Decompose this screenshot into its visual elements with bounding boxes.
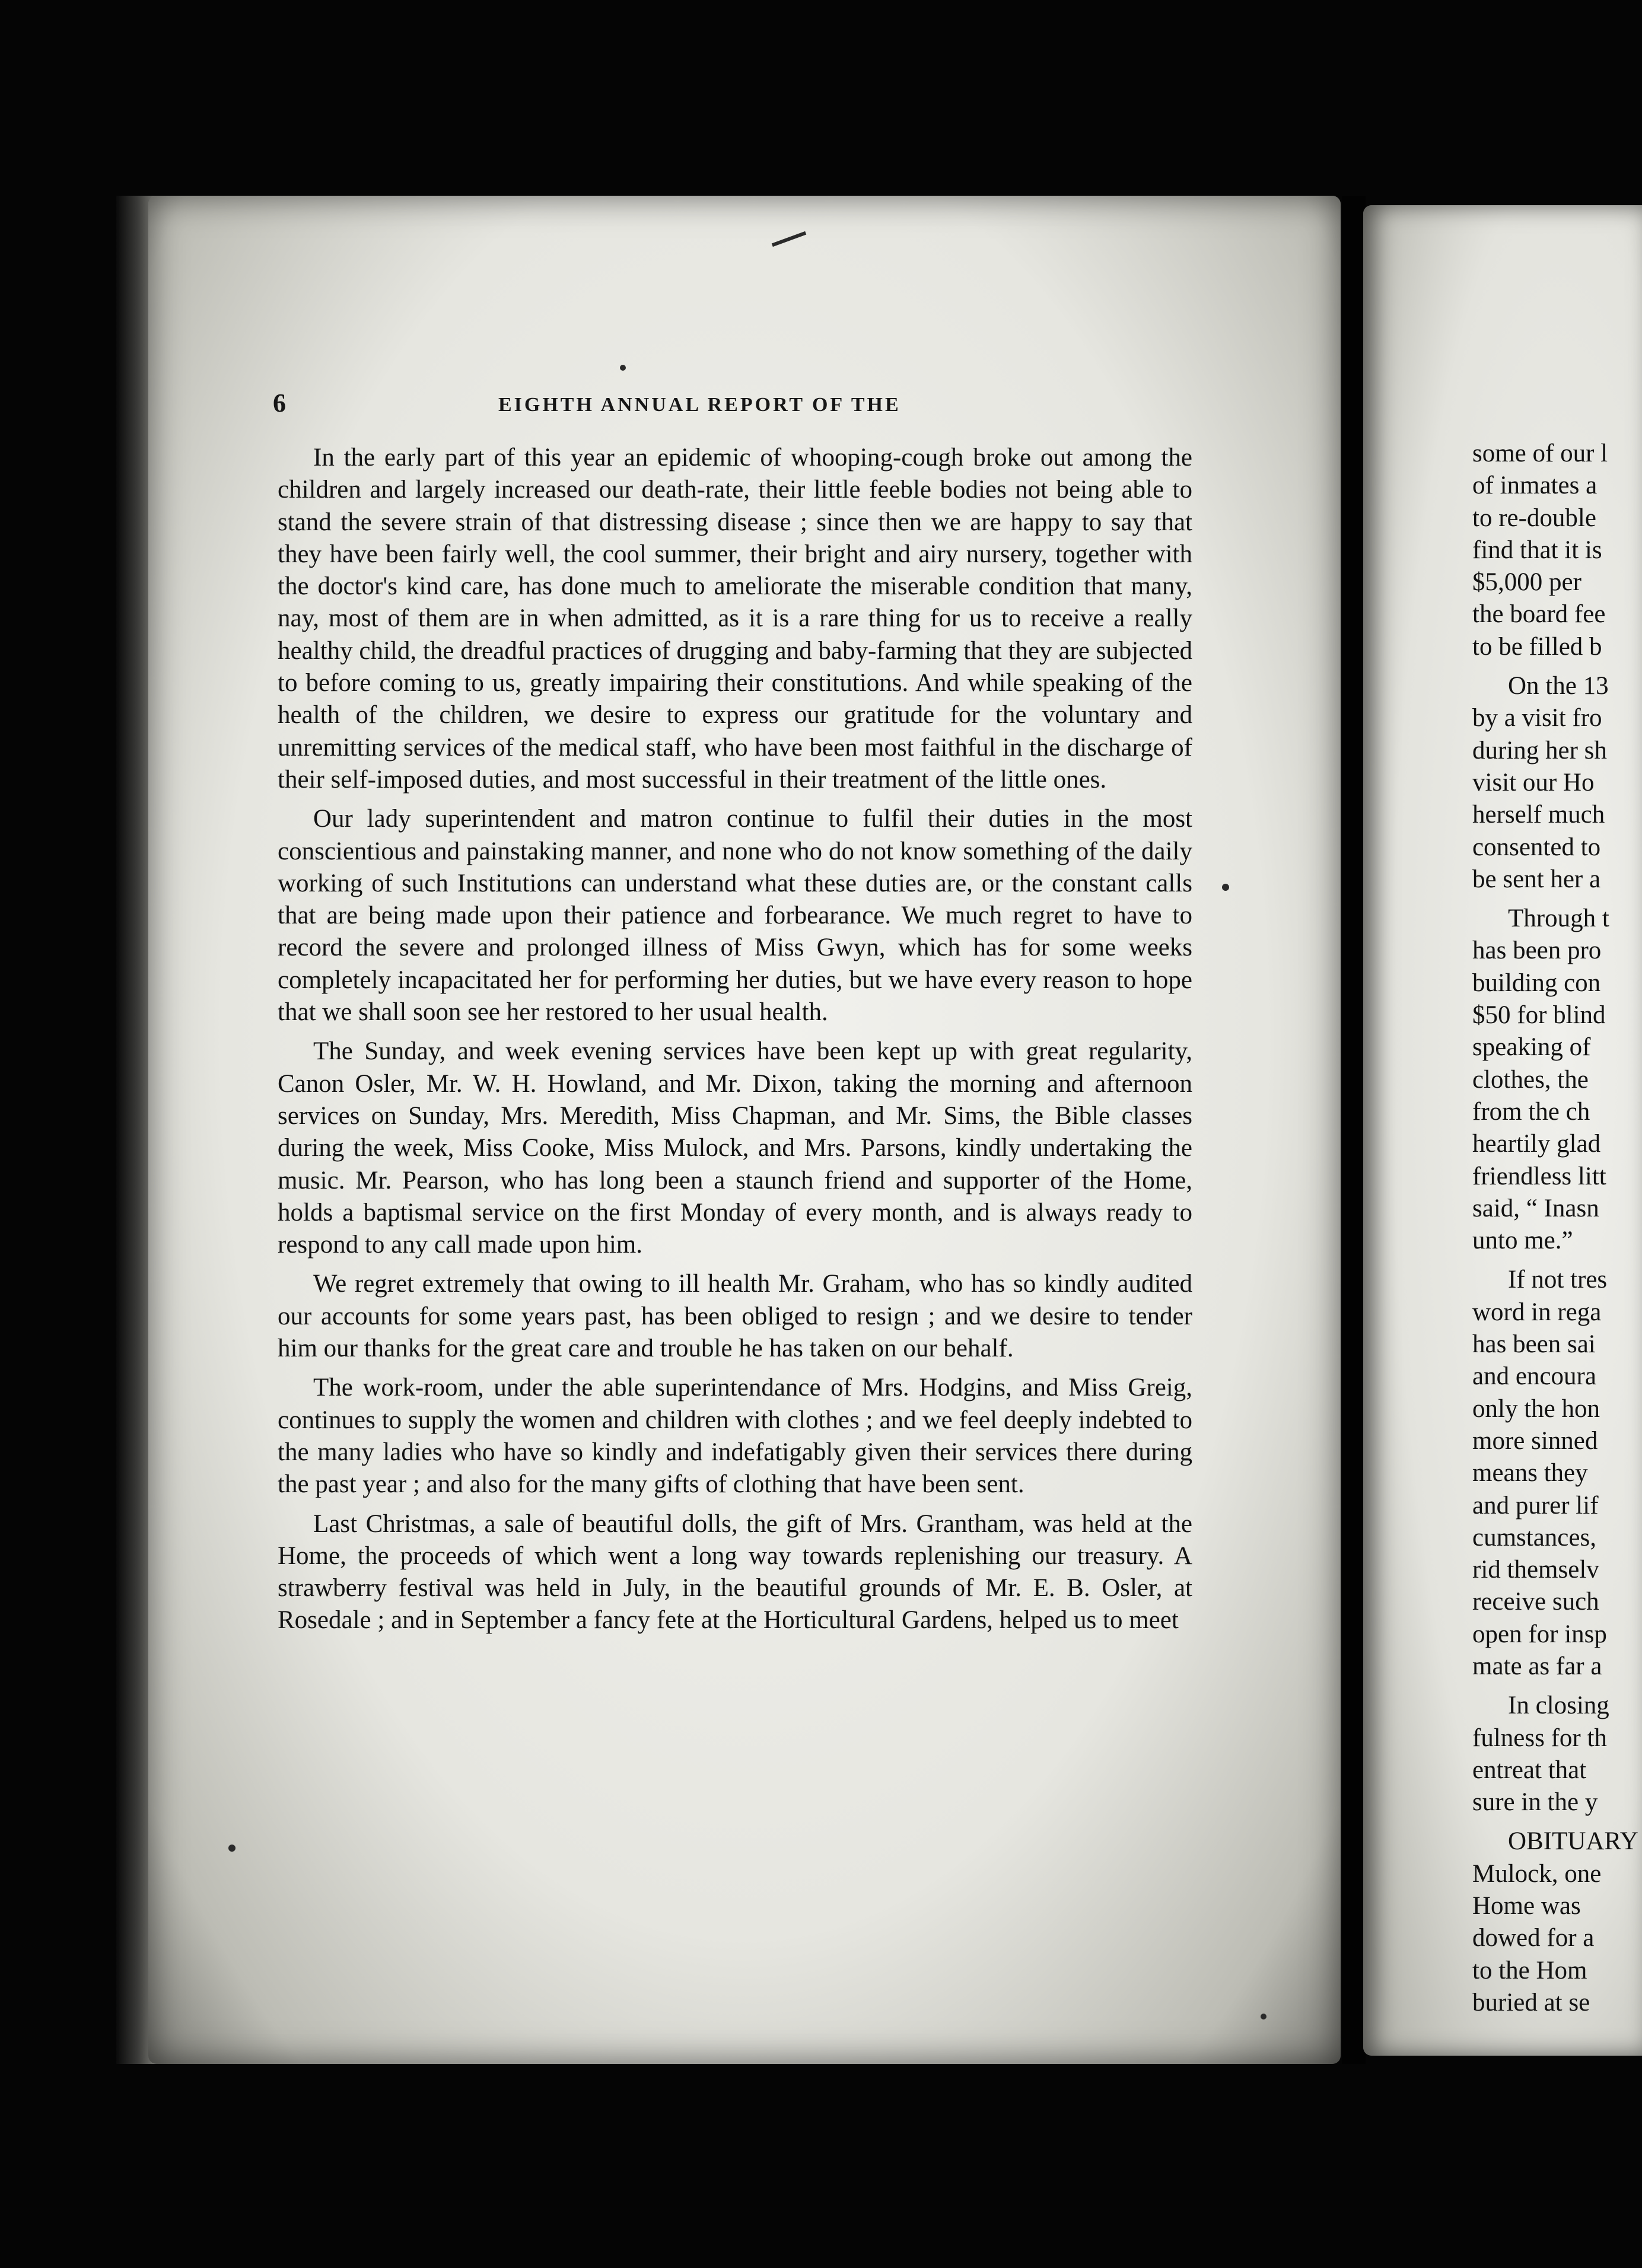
right-page-line: Through t (1508, 904, 1609, 933)
right-page-line: $50 for blind (1472, 1001, 1606, 1030)
right-page-line: open for insp (1472, 1620, 1607, 1648)
right-page-line: building con (1472, 969, 1601, 997)
right-page-line: to the Hom (1472, 1956, 1587, 1984)
page-number: 6 (273, 388, 286, 418)
right-page-line: said, “ Inasn (1472, 1194, 1599, 1222)
right-page-line: mate as far a (1472, 1652, 1602, 1680)
paragraph-gap (1472, 1818, 1642, 1826)
right-page-line: to be filled b (1472, 632, 1602, 661)
right-page-line: On the 13 (1508, 672, 1609, 700)
right-page-line: consented to (1472, 833, 1601, 861)
paragraph-christmas-sale: Last Christmas, a sale of beautiful dolls, the gift of Mrs. Grantham, was held at the Home, the proceeds of which went a long way towards replenishing our treasury. A strawberry festival was held in July, in the beautiful grounds of Mr. E. B. Osler, at Rosedale ; and in September a fancy fete at the Horticultural Gardens, helped us to meet (278, 1509, 1192, 1635)
scan-mark (1261, 2014, 1266, 2019)
right-page-line: clothes, the (1472, 1065, 1589, 1094)
paragraph-auditor: We regret extremely that owing to ill health Mr. Graham, who has so kindly audited our accounts for some years past, has been obliged to resign ; and we desire to tender him our thanks for the great care and trouble he has taken on our behalf. (278, 1270, 1192, 1363)
right-page-line: during her sh (1472, 736, 1607, 765)
scan-mark (228, 1845, 236, 1852)
paragraph-epidemic: In the early part of this year an epidemic of whooping-cough broke out among the children and largely increased our death-rate, their little feeble bodies not being able to stand the severe strain of that distressing disease ; since then we are happy to say that they have been fairly well, the cool summer, their bright and airy nursery, together with the doctor's kind care, has done much to ameliorate the miserable condition that many, nay, most of them are in when admitted, as it is a rare thing for us to receive a really healthy child, the dreadful practices of drugging and baby-farming that they are subjected to before coming to us, greatly impairing their constitutions. And while speaking of the health of the children, we desire to express our gratitude for the voluntary and unremitting services of the medical staff, who have been most faithful in the discharge of their self-imposed duties, and most successful in their treatment of the little ones. (278, 444, 1192, 794)
right-page-line: has been sai (1472, 1330, 1596, 1359)
right-page-line: Home was (1472, 1892, 1581, 1920)
right-page-line: from the ch (1472, 1097, 1590, 1126)
right-page-line: of inmates a (1472, 472, 1598, 500)
paragraph-gap (1472, 1257, 1642, 1264)
right-page-line: cumstances, (1472, 1523, 1596, 1552)
page-header (273, 386, 1198, 427)
scan-mark (1222, 884, 1229, 891)
right-page-line: be sent her a (1472, 865, 1601, 893)
paragraph-work-room: The work-room, under the able superintendance of Mrs. Hodgins, and Miss Greig, continues to supply the women and children with clothes ; and we feel deeply indebted to the many ladies who have so kindly and indefatigably given their services there during the past year ; and also for the many gifts of clothing that have been sent. (278, 1374, 1192, 1499)
right-page-line: entreat that (1472, 1756, 1587, 1784)
right-page-line: friendless litt (1472, 1162, 1606, 1190)
right-page-line: Mulock, one (1472, 1859, 1602, 1888)
right-page-line: and purer lif (1472, 1491, 1599, 1520)
right-page-line: sure in the y (1472, 1788, 1598, 1817)
right-page-line: the board fee (1472, 600, 1606, 629)
scan-mark (620, 365, 626, 371)
paragraph-services: The Sunday, and week evening services have been kept up with great regularity, Canon Osler, Mr. W. H. Howland, and Mr. Dixon, taking the morning and afternoon services on Sunday, Mrs. Meredith, Miss Chapman, and Mr. Sims, the Bible classes during the week, Miss Cooke, Miss Mulock, and Mrs. Parsons, kindly undertaking the music. Mr. Pearson, who has long been a staunch friend and supporter of the Home, holds a baptismal service on the first Monday of every month, and is always ready to respond to any call made upon him. (278, 1037, 1192, 1259)
right-page-line: has been pro (1472, 936, 1602, 965)
right-page-line: speaking of (1472, 1033, 1591, 1062)
paragraph-gap (1472, 1683, 1642, 1690)
right-page-line: more sinned (1472, 1426, 1598, 1455)
right-page-line: and encoura (1472, 1362, 1596, 1391)
right-page-line: receive such (1472, 1588, 1599, 1616)
right-page-line: OBITUARY (1508, 1827, 1638, 1856)
running-head: EIGHTH ANNUAL REPORT OF THE (498, 394, 901, 416)
right-page-line: fulness for th (1472, 1724, 1607, 1752)
right-page-line: find that it is (1472, 536, 1602, 564)
right-page-line: $5,000 per (1472, 568, 1581, 597)
right-page-partial-text (1472, 438, 1642, 2019)
right-page-line: rid themselv (1472, 1556, 1599, 1584)
right-page-line: only the hon (1472, 1394, 1600, 1423)
paragraph-gap (1472, 663, 1642, 670)
right-page-line: to re-double (1472, 504, 1596, 532)
right-page-line: dowed for a (1472, 1924, 1595, 1952)
right-page-line: word in rega (1472, 1298, 1602, 1326)
right-page-line: means they (1472, 1459, 1588, 1487)
right-page-line: heartily glad (1472, 1130, 1601, 1158)
right-page-line: by a visit fro (1472, 704, 1602, 732)
paragraph-gap (1472, 896, 1642, 903)
right-page-line: unto me.” (1472, 1227, 1573, 1255)
right-page-line: In closing (1508, 1692, 1609, 1720)
left-page-body (278, 442, 1192, 1637)
right-page-line: buried at se (1472, 1988, 1590, 2017)
right-page-line: visit our Ho (1472, 768, 1595, 797)
paragraph-superintendent: Our lady superintendent and matron continue to fulfil their duties in the most conscientious and painstaking manner, and none who do not know something of the daily working of such Institutions can understand what these duties are, or the constant calls that are being made upon their patience and forbearance. We much regret to have to record the severe and prolonged illness of Miss Gwyn, which has for some weeks completely incapacitated her for performing her duties, but we have every reason to hope that we shall soon see her restored to her usual health. (278, 805, 1192, 1027)
right-page-line: some of our l (1472, 439, 1608, 467)
right-page-line: If not tres (1508, 1266, 1608, 1294)
right-page-line: herself much (1472, 801, 1605, 829)
page-gutter (1342, 196, 1366, 2064)
